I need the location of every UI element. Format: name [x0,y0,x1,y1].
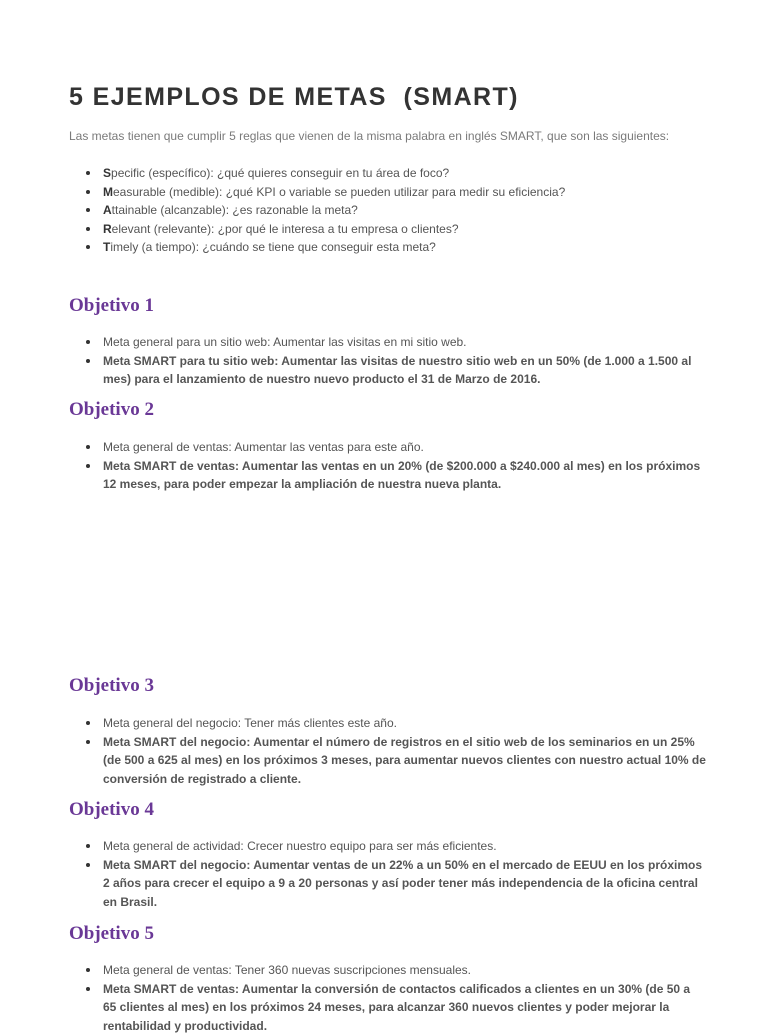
general-goal: Meta general de actividad: Crecer nuestro equipo para ser más eficientes. [103,839,497,853]
list-item [86,733,706,789]
smart-letter: R [103,221,112,236]
objective-4-heading: Objetivo 4 [69,799,154,820]
bullet-icon [86,464,90,468]
smart-letter: A [103,203,112,218]
bullet-icon [86,359,90,363]
smart-goal: Meta SMART del negocio: Aumentar ventas de un 22% a un 50% en el mercado de EEUU en los próximos 2 años para crecer el equipo a 9 a 20 personas y así poder tener más independencia de la oficina central en Brasil. [103,857,703,909]
intro-paragraph: Las metas tienen que cumplir 5 reglas que vienen de la misma palabra en inglés SMART, que son las siguientes: [69,129,670,143]
bullet-icon [86,445,90,449]
list-item [86,714,706,733]
objective-2-list [86,438,706,494]
smart-letter: S [103,166,112,180]
general-goal: Meta general de ventas: Aumentar las ventas para este año. [103,440,424,454]
bullet-icon [86,245,90,249]
smart-description: easurable (medible): ¿qué KPI o variable se pueden utilizar para medir su eficiencia? [113,184,566,199]
smart-goal: Meta SMART del negocio: Aumentar el número de registros en el sitio web de los seminarios en un 25% (de 500 a 625 al mes) en los próximos 3 meses, para aumentar nuevos clientes con nuestro actual 10% de conversión de registrado a cliente. [103,734,706,786]
bullet-icon [86,171,90,175]
bullet-icon [86,227,90,231]
list-item [86,352,706,389]
bullet-icon [86,844,90,848]
objective-4-list [86,837,706,911]
list-item [86,333,706,352]
list-item [86,201,706,220]
smart-letter: M [103,184,113,199]
bullet-icon [86,208,90,212]
smart-goal: Meta SMART para tu sitio web: Aumentar las visitas de nuestro sitio web en un 50% (de 1.000 a 1.500 al mes) para el lanzamiento de nuestro nuevo producto el 31 de Marzo de 2016. [103,353,692,387]
bullet-icon [86,987,90,991]
bullet-icon [86,740,90,744]
bullet-icon [86,190,90,194]
bullet-icon [86,968,90,972]
list-item [86,220,706,239]
general-goal: Meta general para un sitio web: Aumentar las visitas en mi sitio web. [103,335,467,349]
objective-1-list [86,333,706,389]
list-item [86,164,706,183]
smart-description: imely (a tiempo): ¿cuándo se tiene que conseguir esta meta? [110,240,436,255]
list-item [86,457,706,494]
general-goal: Meta general de ventas: Tener 360 nuevas suscripciones mensuales. [103,963,471,977]
objective-3-heading: Objetivo 3 [69,675,154,696]
list-item [86,238,706,257]
list-item [86,438,706,457]
objective-1-heading: Objetivo 1 [69,295,154,316]
smart-goal: Meta SMART de ventas: Aumentar las ventas en un 20% (de $200.000 a $240.000 al mes) en los próximos 12 meses, para poder empezar la ampliación de nuestra nueva planta. [103,458,701,492]
smart-goal: Meta SMART de ventas: Aumentar la conversión de contactos calificados a clientes en un 30% (de 50 a 65 clientes al mes) en los próximos 24 meses, para alcanzar 360 nuevos clientes y poder mejorar la rentabilidad y productividad. [103,981,691,1033]
page-title: 5 EJEMPLOS DE METAS (SMART) [69,83,519,111]
list-item [86,961,706,980]
list-item [86,980,706,1035]
smart-letter: T [103,240,111,255]
objective-5-heading: Objetivo 5 [69,923,154,944]
general-goal: Meta general del negocio: Tener más clientes este año. [103,716,397,730]
bullet-icon [86,721,90,725]
list-item [86,183,706,202]
bullet-icon [86,863,90,867]
objective-3-list [86,714,706,788]
smart-description: ttainable (alcanzable): ¿es razonable la meta? [111,203,358,218]
smart-description: pecific (específico): ¿qué quieres conseguir en tu área de foco? [111,166,450,180]
list-item [86,837,706,856]
list-item [86,856,706,912]
smart-description: elevant (relevante): ¿por qué le interesa a tu empresa o clientes? [111,221,459,236]
bullet-icon [86,340,90,344]
objective-2-heading: Objetivo 2 [69,399,154,420]
smart-criteria-list [86,164,706,257]
